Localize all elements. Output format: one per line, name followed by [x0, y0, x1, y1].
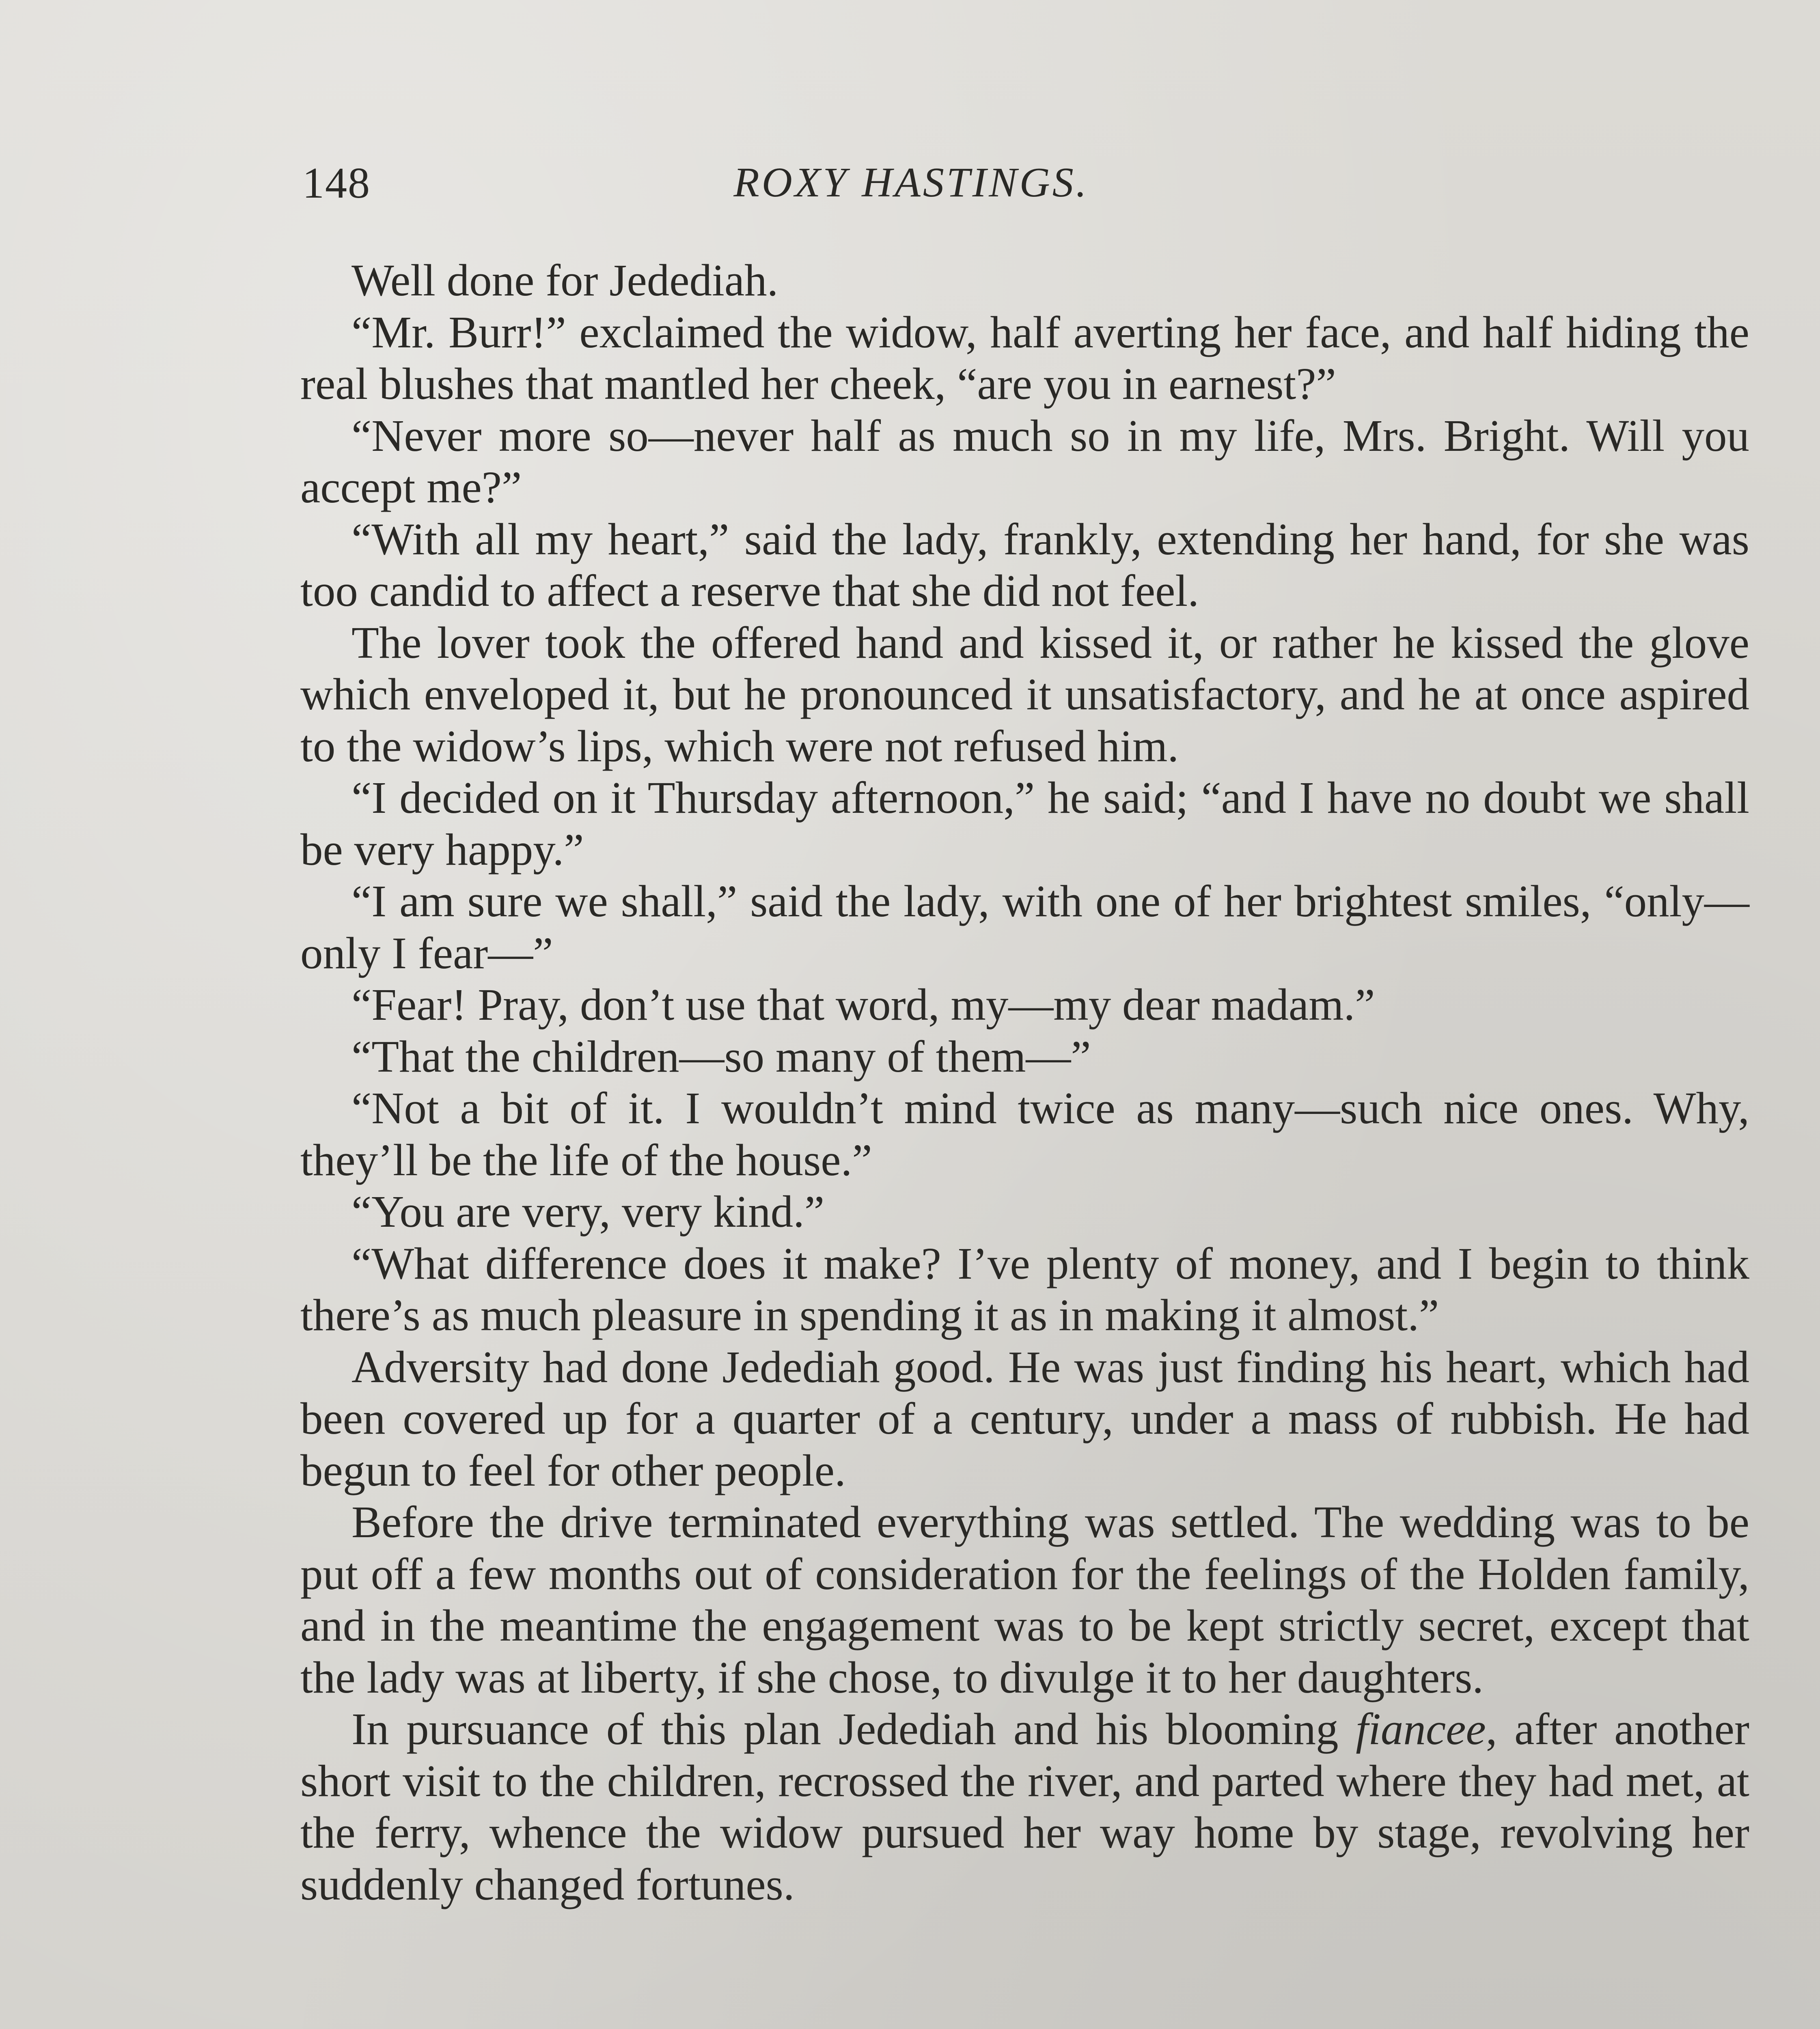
page-header — [302, 158, 1374, 219]
paragraph — [300, 1704, 1749, 1911]
running-head: ROXY HASTINGS. — [733, 159, 1089, 206]
paragraph: “That the children—so many of them—” — [351, 1032, 1091, 1082]
paragraph: The lover took the offered hand and kissed it, or rather he kissed the glove which enveloped it, but he pronounced it unsatisfactory, and he at once aspired to the widow’s lips, which were not refused him. — [300, 618, 1749, 771]
paragraph: “With all my heart,” said the lady, frankly, extending her hand, for she was too candid to affect a reserve that she did not feel. — [300, 514, 1749, 616]
paragraph: Before the drive terminated everything was settled. The wedding was to be put off a few months out of consideration for the feelings of the Holden family, and in the meantime the engagement was to be kept strictly secret, except that the lady was at liberty, if she chose, to divulge it to her daughters. — [300, 1497, 1749, 1703]
paragraph: “Fear! Pray, don’t use that word, my—my dear madam.” — [351, 980, 1375, 1030]
paragraph-text: , after another short visit to the children, recrossed the river, and parted where they had met, at the ferry, whence the widow pursued her way home by stage, revolving her suddenly changed fortunes. — [300, 1704, 1750, 1910]
paragraph: “Mr. Burr!” exclaimed the widow, half averting her face, and half hiding the real blushes that mantled her cheek, “are you in earnest?” — [300, 307, 1749, 409]
paragraph: “Not a bit of it. I wouldn’t mind twice as many—such nice ones. Why, they’ll be the life of the house.” — [300, 1083, 1749, 1185]
body-text — [300, 255, 1749, 1911]
paragraph: “Never more so—never half as much so in my life, Mrs. Bright. Will you accept me?” — [300, 411, 1749, 513]
paragraph: Adversity had done Jedediah good. He was just finding his heart, which had been covered up for a quarter of a century, under a mass of rubbish. He had begun to feel for other people. — [300, 1342, 1749, 1496]
paragraph: Well done for Jedediah. — [351, 256, 778, 306]
paragraph: “I decided on it Thursday afternoon,” he said; “and I have no doubt we shall be very happy.” — [300, 773, 1749, 875]
paragraph: “I am sure we shall,” said the lady, with one of her brightest smiles, “only—only I fear—” — [300, 877, 1749, 978]
page-number: 148 — [302, 159, 371, 207]
paragraph-text: In pursuance of this plan Jedediah and his blooming — [351, 1704, 1356, 1754]
paragraph: “What difference does it make? I’ve plenty of money, and I begin to think there’s as much pleasure in spending it as in making it almost.” — [300, 1239, 1749, 1340]
paragraph: “You are very, very kind.” — [351, 1187, 825, 1237]
italic-word: fiancee — [1356, 1704, 1486, 1754]
